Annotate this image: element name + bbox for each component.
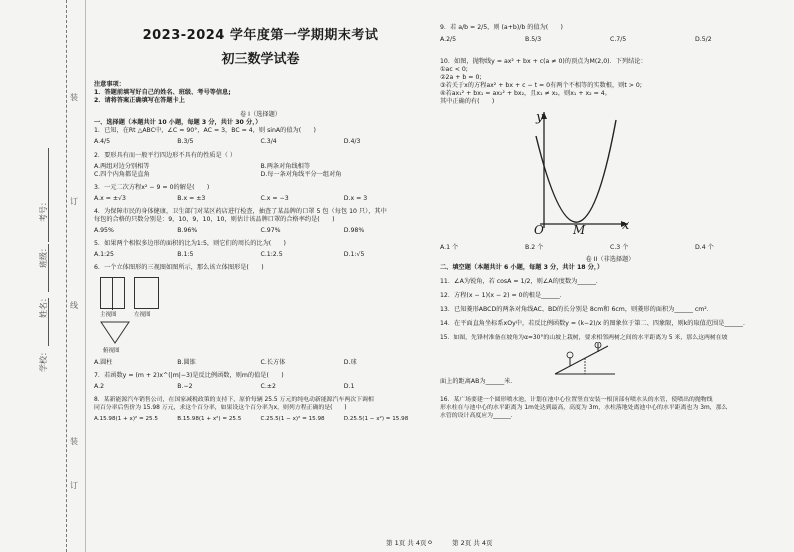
question-1: 1．已知，在Rt △ABC中，∠C = 90°，AC = 3，BC = 4，则 sinA的值为( ): [94, 127, 316, 134]
option: A.95%: [94, 227, 114, 234]
option: D.98%: [343, 227, 365, 234]
q5-options: [94, 251, 427, 259]
side-view-label: 左视图: [134, 312, 151, 318]
top-view: [100, 321, 130, 345]
section2-heading: 二、填空题（本题共计 6 小题，每题 3 分，共计 18 分，）: [440, 264, 604, 271]
origin-label: O: [534, 223, 544, 237]
question-12: 12．方程(x − 1)(x − 2) = 0的根是______．: [440, 292, 566, 299]
notice-item: 1．答题前填写好自己的姓名、班级、考号等信息;: [94, 89, 231, 96]
q1-options: [94, 138, 427, 146]
q10-statement: ④若ax₁² + bx₁ = ax₂² + bx₂，且x₁ ≠ x₂，则x₁ + x₂ = 4。: [440, 90, 611, 97]
option: D.x = 3: [343, 195, 368, 202]
option: D.4 个: [695, 244, 714, 251]
exam-title: 2023-2024 学年度第一学期期末考试: [142, 28, 379, 43]
parabola-figure: [440, 106, 780, 236]
option: A.15.98(1 + x)² = 25.5: [94, 416, 158, 422]
cut-mark: 装: [70, 93, 78, 102]
cut-line: [66, 0, 67, 552]
right-page: [440, 24, 780, 420]
class-field: 班级：: [38, 192, 49, 268]
option: D.每一条对角线平分一组对角: [260, 171, 342, 178]
q10-statement: ②2a + b = 0;: [440, 74, 482, 81]
question-2: 2．要形具有而一般平行四边形不具有的性质是（ ）: [94, 152, 237, 159]
option: B.x = ±3: [177, 195, 206, 202]
page-footer-left: 第 1页 共 4页: [386, 539, 427, 547]
option: A.圆柱: [94, 359, 113, 366]
option: A.x = ±√3: [94, 195, 126, 202]
x-axis-label: x: [622, 218, 630, 233]
cut-mark: 订: [70, 481, 78, 490]
question-13: 13．已知菱形ABCD的两条对角线AC、BD的长分别是 8cm和 6cm，则菱形的面积为______ cm²．: [440, 306, 713, 313]
question-8: 8．某新能源汽车销售公司，在国家减税政策的支持下，原价每辆 25.5 万元的纯电动新能源汽车两次下调相: [94, 397, 374, 403]
q4-options: [94, 227, 427, 235]
q9-options: [440, 36, 780, 44]
option: C.3 个: [610, 244, 629, 251]
question-6: 6．一个立体图形的三视图如图所示，那么该立体图形是( ): [94, 264, 264, 271]
option: B.两条对角线相等: [260, 163, 311, 170]
exam-no-field: 考号：: [38, 146, 49, 222]
notice-heading: 注意事项：: [94, 81, 125, 88]
top-view-label: 俯视图: [103, 348, 120, 354]
question-9: 9．若 a/b = 2/5，则 (a+b)/b 的值为( ): [440, 24, 563, 31]
slope-figure: [440, 342, 780, 378]
option: B.圆锥: [177, 359, 196, 366]
question-15-cont: 面上的距离AB为______米．: [440, 378, 517, 385]
slope-figure-area: [440, 342, 780, 378]
footer-dot-icon: o: [428, 538, 432, 546]
option: C.四个内角都是直角: [94, 171, 150, 178]
option: B.15.98(1 + x²) = 25.5: [177, 416, 242, 422]
question-4: 4．为保障市民的身体健康，卫生部门对某区药店进行检查，抽查了某品牌的口罩 5 包（每包 10 只），其中: [94, 208, 387, 215]
option: C.1:2.5: [260, 251, 283, 258]
question-5: 5．如果两个相似多边形的面积的比为1:5，则它们的周长的比为( ): [94, 240, 286, 247]
page-footer-right: 第 2页 共 4页: [452, 539, 493, 547]
option: C.97%: [260, 227, 281, 234]
q10-options: [440, 244, 780, 252]
option: D.球: [343, 359, 357, 366]
question-16-cont: 形水柱在与池中心的水平距离为 1m处达到最高，高度为 3m，水柱落地处离池中心的水平距离也为 3m，那么: [440, 405, 728, 411]
three-view-figure: [94, 275, 427, 357]
q8-options: [94, 415, 427, 423]
option: A.2: [94, 383, 105, 390]
option: C.25.5(1 − x)² = 15.98: [260, 416, 325, 422]
option: B.96%: [177, 227, 198, 234]
option: C.±2: [260, 383, 276, 390]
front-view-label: 主视图: [100, 312, 117, 318]
question-14: 14．在平面直角坐标系xOy中，若反比例函数y = (k−2)/x 的图象位于第二、四象限，则k的取值范围是______．: [440, 320, 750, 327]
option: A.1 个: [440, 244, 459, 251]
question-8-cont: 同百分率后售价为 15.98 万元，求这个百分率，如果设这个百分率为x，则列方程正确的是( ): [94, 405, 347, 411]
option: B.−2: [177, 383, 193, 390]
q2-options: [94, 171, 427, 179]
question-16-cont2: 水管的设计高度应为______．: [440, 413, 517, 419]
q7-options: [94, 383, 427, 391]
option: A.1:25: [94, 251, 114, 258]
question-4-cont: 每包的合格的只数分别是：9，10，9，10，10，则估计该品牌口罩的合格率约是( ): [94, 216, 335, 223]
option: C.7/5: [610, 36, 627, 43]
name-field: 姓名：: [38, 242, 49, 318]
parabola-graph: [440, 106, 780, 236]
option: D.25.5(1 − x²) = 15.98: [343, 416, 409, 422]
option: B.1:5: [177, 251, 194, 258]
question-11: 11．∠A为锐角，若 cosA = 1/2，则∠A的度数为______．: [440, 278, 603, 285]
option: B.5/3: [525, 36, 542, 43]
option: D.4/3: [343, 138, 361, 145]
exam-subtitle: 初三数学试卷: [221, 52, 300, 67]
question-10: 10．如图，抛物线y = ax² + bx + c(a ≠ 0)的顶点为M(2,0)．下列结论：: [440, 58, 647, 65]
vertex-label: M: [573, 223, 586, 237]
part2-heading: 卷 II（非选择题）: [585, 256, 635, 263]
binding-margin: [0, 0, 86, 552]
option: A.4/5: [94, 138, 111, 145]
side-view: [134, 277, 159, 309]
option: D.1:√5: [343, 251, 365, 258]
q2-options: [94, 163, 427, 171]
cut-mark: 装: [70, 437, 78, 446]
option: C.x = −3: [260, 195, 289, 202]
question-15: 15．如图，先锋村准备在坡角为α=30°的山坡上栽树，要求相邻两树之间的水平距离为 5 米，那么这两树在坡: [440, 335, 728, 341]
option: C.长方体: [260, 359, 286, 366]
q6-options: [94, 359, 427, 367]
question-16: 16．某广场要建一个圆形喷水池，计划在池中心位置竖直安装一根顶部有喷水头的水管，使喷出的抛物线: [440, 397, 713, 403]
question-7: 7．若函数y = (m + 2)x^(|m|−3)是反比例函数，则m的值是( ): [94, 372, 284, 379]
notice-item: 2．请将答案正确填写在答题卡上: [94, 97, 185, 104]
q10-question: 其中正确的有( ): [440, 98, 495, 105]
q10-statement: ③若关于x的方程ax² + bx + c − t = 0有两个不相等的实数根，则t > 0;: [440, 82, 642, 89]
option: B.3/5: [177, 138, 194, 145]
front-view: [100, 277, 125, 309]
option: D.1: [343, 383, 355, 390]
q3-options: [94, 195, 427, 203]
y-axis-label: y: [536, 110, 544, 125]
option: A.2/5: [440, 36, 457, 43]
option: A.两组对边分别相等: [94, 163, 150, 170]
question-3: 3．一元二次方程x² − 9 = 0的解是( ): [94, 184, 210, 191]
option: D.5/2: [695, 36, 712, 43]
cut-mark: 线: [70, 301, 78, 310]
option: C.3/4: [260, 138, 277, 145]
part1-heading: 卷 I（选择题）: [240, 111, 281, 118]
school-field: 学校：: [38, 296, 49, 372]
section1-heading: 一、选择题（本题共计 10 小题，每题 3 分，共计 30 分，）: [94, 119, 262, 126]
option: B.2 个: [525, 244, 544, 251]
left-page: [94, 24, 427, 423]
cut-mark: 订: [70, 197, 78, 206]
q10-statement: ①ac < 0;: [440, 66, 468, 73]
